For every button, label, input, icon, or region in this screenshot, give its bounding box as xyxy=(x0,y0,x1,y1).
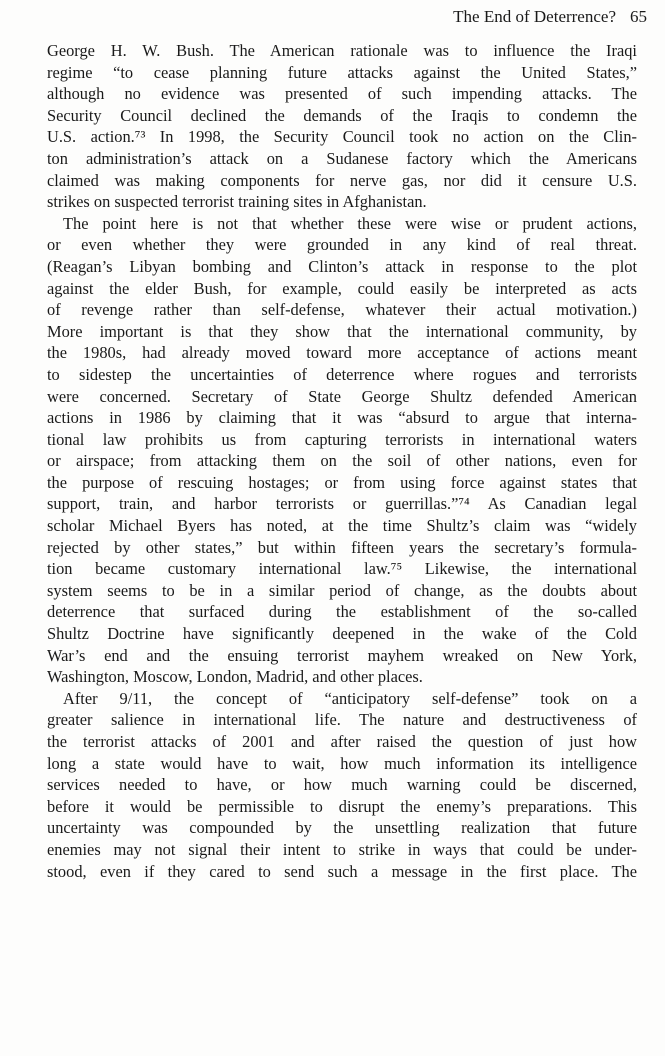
text-line: system seems to be in a similar period of change, as the doubts about xyxy=(47,580,637,600)
text-line: Security Council declined the demands of the Iraqis to condemn the xyxy=(47,105,637,125)
text-line: enemies may not signal their intent to strike in ways that could be under- xyxy=(47,839,637,859)
text-line: More important is that they show that the international community, by xyxy=(47,321,637,341)
text-line: although no evidence was presented of such impending attacks. The xyxy=(47,84,637,104)
running-head-title: The End of Deterrence? xyxy=(453,7,616,26)
text-line: long a state would have to wait, how much information its intelligence xyxy=(47,753,637,773)
text-line: against the elder Bush, for example, could easily be interpreted as acts xyxy=(47,278,637,298)
body-text xyxy=(47,40,637,882)
text-line: to sidestep the uncertainties of deterrence where rogues and terrorists xyxy=(47,364,637,384)
running-head xyxy=(453,6,647,28)
text-line: of revenge rather than self-defense, whatever their actual motivation.) xyxy=(47,300,637,320)
text-line: before it would be permissible to disrupt the enemy’s preparations. This xyxy=(47,796,637,816)
text-line: greater salience in international life. The nature and destructiveness of xyxy=(47,710,637,730)
text-line: tional law prohibits us from capturing terrorists in international waters xyxy=(47,429,637,449)
text-line: strikes on suspected terrorist training sites in Afghanistan. xyxy=(47,192,427,212)
page-number: 65 xyxy=(630,7,647,26)
text-line: scholar Michael Byers has noted, at the time Shultz’s claim was “widely xyxy=(47,516,637,536)
text-line: regime “to cease planning future attacks against the United States,” xyxy=(47,62,637,82)
text-line: rejected by other states,” but within fifteen years the secretary’s formula- xyxy=(47,537,637,557)
text-line: George H. W. Bush. The American rationale was to influence the Iraqi xyxy=(47,41,637,60)
text-line: Shultz Doctrine have significantly deepened in the wake of the Cold xyxy=(47,624,637,644)
text-line: claimed was making components for nerve gas, nor did it censure U.S. xyxy=(47,170,637,190)
text-line: the purpose of rescuing hostages; or from using force against states that xyxy=(47,472,637,492)
text-line: After 9/11, the concept of “anticipatory self-defense” took on a xyxy=(63,688,637,708)
text-line: tion became customary international law.⁷⁵ Likewise, the international xyxy=(47,559,637,579)
text-line: ton administration’s attack on a Sudanese factory which the Americans xyxy=(47,148,637,168)
text-line: War’s end and the ensuing terrorist mayhem wreaked on New York, xyxy=(47,645,637,665)
text-line: or airspace; from attacking them on the soil of other nations, even for xyxy=(47,451,637,471)
text-line: The point here is not that whether these were wise or prudent actions, xyxy=(63,213,637,233)
text-line: support, train, and harbor terrorists or guerrillas.”⁷⁴ As Canadian legal xyxy=(47,494,637,514)
text-line: uncertainty was compounded by the unsettling realization that future xyxy=(47,818,637,838)
text-line: U.S. action.⁷³ In 1998, the Security Council took no action on the Clin- xyxy=(47,127,637,147)
text-line: services needed to have, or how much warning could be discerned, xyxy=(47,775,637,795)
text-line: Washington, Moscow, London, Madrid, and other places. xyxy=(47,667,423,687)
text-line: actions in 1986 by claiming that it was “absurd to argue that interna- xyxy=(47,408,637,428)
text-line: or even whether they were grounded in any kind of real threat. xyxy=(47,235,637,255)
text-line: the 1980s, had already moved toward more acceptance of actions meant xyxy=(47,343,637,363)
text-line: deterrence that surfaced during the establishment of the so-called xyxy=(47,602,637,622)
text-line: stood, even if they cared to send such a message in the first place. The xyxy=(47,861,637,881)
text-line: (Reagan’s Libyan bombing and Clinton’s attack in response to the plot xyxy=(47,256,637,276)
text-line: the terrorist attacks of 2001 and after raised the question of just how xyxy=(47,732,637,751)
text-line: were concerned. Secretary of State George Shultz defended American xyxy=(47,386,637,406)
